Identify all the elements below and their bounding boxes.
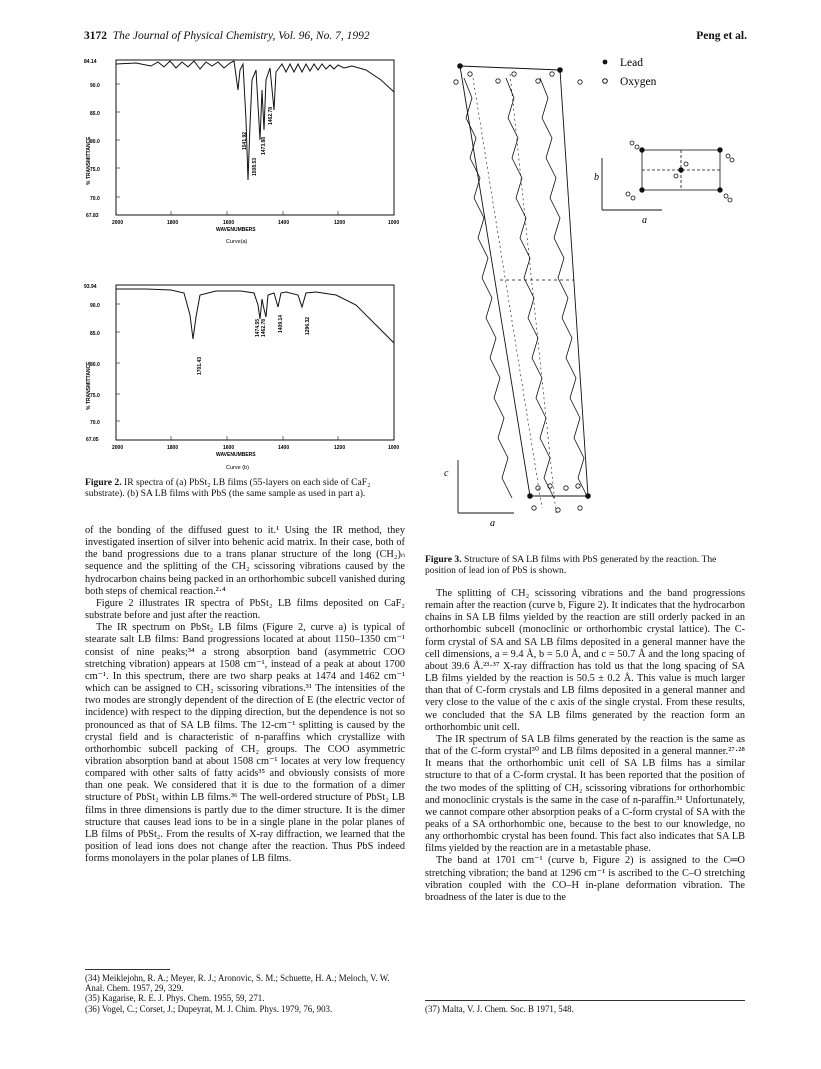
x-tick: 1000 bbox=[388, 220, 400, 226]
paragraph: Figure 2 illustrates IR spectra of PbSt₂ LB films deposited on CaF₂ substrate before and just after the reaction. bbox=[85, 597, 405, 622]
y-tick: 85.0 bbox=[90, 331, 100, 337]
x-tick: 1800 bbox=[167, 445, 179, 451]
curve-label-b: Curve (b) bbox=[226, 465, 249, 471]
y-tick: 90.0 bbox=[90, 83, 100, 89]
page-header bbox=[84, 30, 370, 42]
y-tick: 75.0 bbox=[90, 167, 100, 173]
running-authors: Peng et al. bbox=[696, 30, 747, 42]
right-column bbox=[425, 588, 745, 904]
left-column bbox=[85, 525, 405, 865]
peak-label: 1473.88 bbox=[261, 136, 267, 155]
peak-label: 1296.32 bbox=[305, 316, 311, 335]
axis-label-b: b bbox=[594, 172, 599, 183]
x-tick: 1200 bbox=[334, 220, 346, 226]
peak-label: 1409.14 bbox=[278, 314, 284, 333]
plot-frame-a bbox=[116, 60, 394, 215]
y-tick: 75.0 bbox=[90, 393, 100, 399]
projection-inset bbox=[602, 141, 734, 210]
y-tick: 80.0 bbox=[90, 362, 100, 368]
y-tick: 84.14 bbox=[84, 59, 97, 65]
caption-text: IR spectra of (a) PbSt₂ LB films (55-layers on each side of CaF₂ substrate). (b) SA LB films with PbS (the same sample as used in part a). bbox=[85, 477, 371, 500]
paragraph: The splitting of CH₂ scissoring vibrations and the band progressions remain after the reaction (curve b, Figure 2). It indicates that the hydrocarbon chains in SA LB films yielded by the reaction are still orderly packed in an orthorhombic subcell (monoclinic or orthorhombic crystal lattice). The C-form crystal of SA and SA LB films deposited in a general manner have the cell dimensions, a = 9.4 Å, b = 5.0 Å, and c = 50.7 Å and the long spacing of about 39.6 Å.²³·³⁷ X-ray diffraction has told us that the long spacing of SA LB films yielded by the reaction is 50.5 ± 0.2 Å. This value is much larger than that of C-form crystals and LB films deposited in a general manner and very close to the value of the c axis of the single crystal. From these results, we concluded that the SA LB films generated by the reaction form an orthorhombic unit cell. bbox=[425, 588, 745, 733]
footnote: (35) Kagarise, R. E. J. Phys. Chem. 1955, 59, 271. bbox=[85, 993, 265, 1004]
footnote: (37) Malta, V. J. Chem. Soc. B 1971, 548. bbox=[425, 1004, 574, 1014]
oxygen-legend-marker bbox=[603, 79, 608, 84]
footnotes-right bbox=[425, 1004, 745, 1014]
x-tick: 1800 bbox=[167, 220, 179, 226]
y-axis-label-b: % TRANSMITTANCE bbox=[86, 361, 92, 410]
curve-label-a: Curve(a) bbox=[226, 239, 248, 245]
y-tick: 80.0 bbox=[90, 139, 100, 145]
axis-label-a-main: a bbox=[490, 518, 495, 529]
axis-ticks-a bbox=[116, 84, 338, 215]
footnote-rule bbox=[425, 1000, 745, 1001]
footnote: (34) Meiklejohn, R. A.; Meyer, R. J.; Aronovic, S. M.; Schuette, H. A.; Meloch, V. W. Anal. Chem. 1957, 29, 329. bbox=[85, 973, 390, 994]
paragraph: The IR spectrum of SA LB films generated by the reaction is the same as that of the C-form crystal³⁰ and LB films deposited in a general manner.²⁷·²⁸ It means that the orthorhombic unit cell of SA LB films has a similar structure to that of a C-form crystal. It has been reported that the position of the two modes of the splitting of CH₂ scissoring vibrations for orthorhombic and monoclinic crystals is the same in the case of n-paraffin.³¹ Unfortunately, we cannot compare other absorption peaks of a C-form crystal of SA with the peaks of a SA orthorhombic one, because to the best to our knowledge, no any orthorhombic crystal has been found. This fact also indicates that SA LB films yielded by the reaction are in a metastable phase. bbox=[425, 733, 745, 855]
hydrocarbon-chains bbox=[464, 78, 588, 498]
x-tick: 2000 bbox=[112, 445, 124, 451]
axis-label-a-inset: a bbox=[642, 215, 647, 226]
y-tick: 70.0 bbox=[90, 420, 100, 426]
bottom-head-groups bbox=[528, 484, 591, 512]
y-axis-label-a: % TRANSMITTANCE bbox=[86, 136, 92, 185]
legend-lead: Lead bbox=[620, 57, 643, 69]
ir-spectrum-b bbox=[76, 275, 416, 475]
y-tick: 67.05 bbox=[86, 437, 99, 443]
footnote-rule bbox=[85, 969, 170, 970]
peak-label: 1462.78 bbox=[268, 106, 274, 125]
page-number: 3172 bbox=[84, 30, 107, 42]
caption-label: Figure 2. bbox=[85, 477, 122, 488]
x-tick: 2000 bbox=[112, 220, 124, 226]
x-tick: 1200 bbox=[334, 445, 346, 451]
x-tick: 1400 bbox=[278, 220, 290, 226]
structure-diagram bbox=[430, 48, 760, 543]
journal-title: The Journal of Physical Chemistry, Vol. 96, No. 7, 1992 bbox=[112, 30, 370, 42]
plot-frame-b bbox=[116, 285, 394, 440]
axis-label-c: c bbox=[444, 468, 449, 479]
paragraph: The IR spectrum on PbSt₂ LB films (Figure 2, curve a) is typical of stearate salt LB films: Band progressions located at about 1150–1350 cm⁻¹ consist of nine peaks;³⁴ a strong absorption band (asymmetric COO stretching vibration) appears at 1508 cm⁻¹, instead of a peak at about 1700 cm⁻¹. In this spectrum, there are two sharp peaks at 1474 and 1462 cm⁻¹ which can be assigned to CH₂ scissoring vibrations.³¹ The intensities of the two modes are strongly dependent of the direction of E (the electric vector of incidence) with respect to the dipping direction, but the dependence is not so pronounced as that of SA LB films. The 12-cm⁻¹ splitting is caused by the crystal field and is characteristic of n-paraffins which crystallize with orthorhombic subcell packing of CH₂ groups. The COO asymmetric vibration absorption band at about 1508 cm⁻¹ locates at very low frequency compared with other salts of fatty acids³⁵ and obviously consists of more than one peak. We considered that it is due to the formation of a dimer structure of PbSt₂ within LB films.³⁶ The well-ordered structure of PbSt₂ LB films in three dimensions is partly due to the dimer structure. It is the dimer structure that causes lead ions to be in a single plane in the polar planes of LB films of PbSt₂. From the results of X-ray diffraction, we learned that the position of lead ions does not change after the reaction. Thus PbS indeed forms monolayers in the polar planes of LB films. bbox=[85, 622, 405, 865]
peak-label: 1541.92 bbox=[242, 131, 248, 150]
footnotes-left bbox=[85, 973, 405, 1014]
paragraph: The band at 1701 cm⁻¹ (curve b, Figure 2) is assigned to the C═O stretching vibration; the band at 1296 cm⁻¹ is ascribed to the C–O stretching vibration coupled with the CO–H in-plane deformation vibration. The broadness of the later is due to the bbox=[425, 855, 745, 903]
caption-label: Figure 3. bbox=[425, 554, 462, 565]
figure3-caption bbox=[425, 554, 745, 576]
figure2-caption bbox=[85, 477, 405, 499]
x-tick: 1600 bbox=[223, 220, 235, 226]
x-tick: 1600 bbox=[223, 445, 235, 451]
x-tick: 1400 bbox=[278, 445, 290, 451]
x-ticks-b bbox=[112, 445, 399, 451]
paragraph: of the bonding of the diffused guest to it.¹ Using the IR method, they investigated insertion of silver into behenic acid matrix. In their case, both of the band progressions due to a trans planar structure of the long (CH₂)ₙ sequence and the splitting of the CH₂ scissoring vibrations caused by the hydrocarbon chains being packed in an orthorhombic subcell vanished during both steps of chemical reaction.²·⁴ bbox=[85, 525, 405, 597]
y-tick: 90.0 bbox=[90, 303, 100, 309]
peak-label: 1462.78 bbox=[261, 318, 267, 337]
y-tick: 70.0 bbox=[90, 196, 100, 202]
peak-label: 1508.53 bbox=[252, 157, 258, 176]
peak-label: 1701.43 bbox=[197, 356, 203, 375]
x-tick: 1000 bbox=[388, 445, 400, 451]
ir-spectrum-a bbox=[76, 50, 416, 250]
peak-label: 1474.55 bbox=[255, 318, 261, 337]
caption-text: Structure of SA LB films with PbS generated by the reaction. The position of lead ion of PbS is shown. bbox=[425, 554, 717, 577]
y-tick: 93.94 bbox=[84, 284, 97, 290]
y-tick: 67.83 bbox=[86, 213, 99, 219]
c-a-axes bbox=[458, 460, 514, 513]
legend-oxygen: Oxygen bbox=[620, 76, 657, 88]
x-axis-label-a: WAVENUMBERS bbox=[216, 227, 256, 233]
x-ticks-a bbox=[112, 220, 399, 226]
footnote: (36) Vogel, C.; Corset, J.; Dupeyrat, M. J. Chim. Phys. 1979, 76, 903. bbox=[85, 1003, 333, 1014]
lead-legend-marker bbox=[603, 60, 608, 65]
y-tick: 85.0 bbox=[90, 111, 100, 117]
x-axis-label-b: WAVENUMBERS bbox=[216, 452, 256, 458]
unit-cell-frame bbox=[460, 66, 588, 513]
